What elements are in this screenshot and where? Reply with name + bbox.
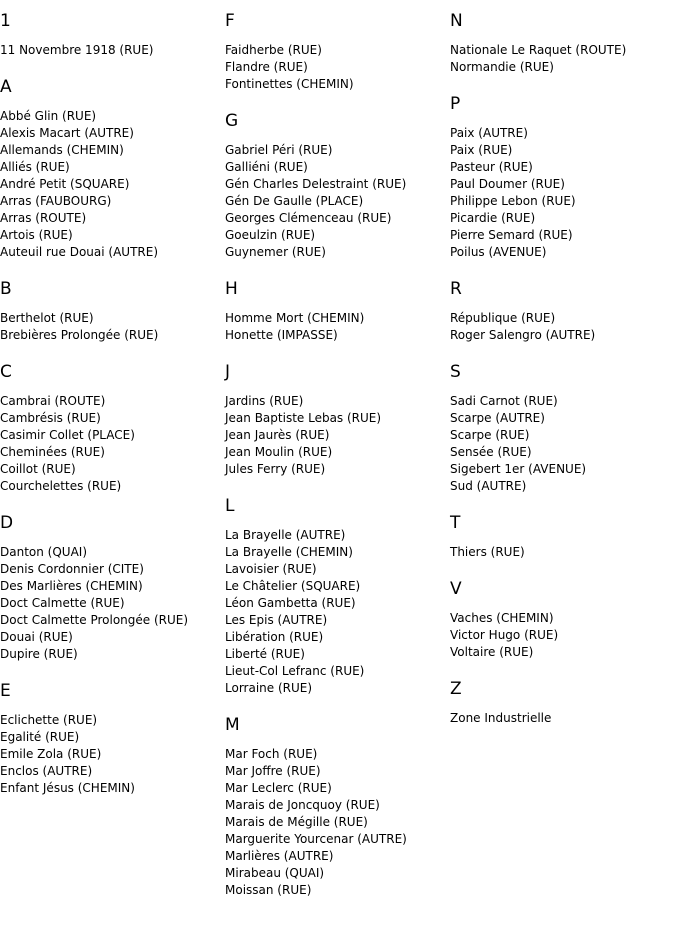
section-letter-heading: G: [225, 111, 239, 131]
street-name: Enclos (AUTRE): [0, 764, 93, 778]
street-name: Paix (AUTRE): [450, 126, 528, 140]
street-name: Brebières Prolongée (RUE): [0, 328, 159, 342]
street-name: Paul Doumer (RUE): [450, 177, 565, 191]
street-name: Marais de Mégille (RUE): [225, 815, 368, 829]
letter-section: [0, 278, 225, 344]
section-letter-heading: J: [225, 362, 231, 382]
street-name: Gén Charles Delestraint (RUE): [225, 177, 407, 191]
street-name: Auteuil rue Douai (AUTRE): [0, 245, 159, 259]
street-list: [0, 310, 225, 344]
street-name: Sud (AUTRE): [450, 479, 527, 493]
street-name: Pasteur (RUE): [450, 160, 533, 174]
letter-section: [450, 512, 675, 561]
street-list: [450, 610, 675, 661]
street-list: [225, 310, 450, 344]
street-list: [0, 544, 225, 663]
section-letter-heading: C: [0, 362, 12, 382]
letter-section: [450, 361, 675, 495]
section-letter-heading: A: [0, 77, 12, 97]
street-name: Pierre Semard (RUE): [450, 228, 573, 242]
street-name: Cheminées (RUE): [0, 445, 105, 459]
street-name: Liberté (RUE): [225, 647, 305, 661]
street-name: Dupire (RUE): [0, 647, 78, 661]
street-name: Gabriel Péri (RUE): [225, 143, 333, 157]
letter-section: [0, 10, 225, 59]
section-letter-heading: 1: [0, 11, 11, 31]
street-name: Thiers (RUE): [450, 545, 525, 559]
street-name: Lavoisier (RUE): [225, 562, 317, 576]
letter-section: [225, 10, 450, 93]
street-name: Arras (FAUBOURG): [0, 194, 112, 208]
street-name: Lieut-Col Lefranc (RUE): [225, 664, 365, 678]
street-name: Normandie (RUE): [450, 60, 554, 74]
section-letter-heading: E: [0, 681, 11, 701]
street-name: Mar Leclerc (RUE): [225, 781, 332, 795]
street-name: Jardins (RUE): [225, 394, 304, 408]
street-name: La Brayelle (CHEMIN): [225, 545, 353, 559]
letter-section: [450, 10, 675, 76]
street-name: Cambrai (ROUTE): [0, 394, 106, 408]
street-name: Mar Foch (RUE): [225, 747, 318, 761]
section-letter-heading: V: [450, 579, 462, 599]
directory-column: [450, 10, 675, 744]
letter-section: [225, 495, 450, 697]
street-name: Abbé Glin (RUE): [0, 109, 97, 123]
street-name: Paix (RUE): [450, 143, 513, 157]
street-list: [450, 710, 675, 727]
street-name: Scarpe (AUTRE): [450, 411, 545, 425]
section-letter-heading: H: [225, 279, 238, 299]
street-name: Roger Salengro (AUTRE): [450, 328, 596, 342]
street-list: [225, 527, 450, 697]
section-letter-heading: P: [450, 94, 461, 114]
street-name: Casimir Collet (PLACE): [0, 428, 135, 442]
section-letter-heading: L: [225, 496, 235, 516]
street-name: Arras (ROUTE): [0, 211, 87, 225]
street-name: Doct Calmette Prolongée (RUE): [0, 613, 189, 627]
section-letter-heading: M: [225, 715, 240, 735]
street-name: Jules Ferry (RUE): [225, 462, 326, 476]
letter-section: [225, 714, 450, 899]
street-name: Jean Baptiste Lebas (RUE): [225, 411, 382, 425]
street-name: Zone Industrielle: [450, 711, 552, 725]
street-name: Sensée (RUE): [450, 445, 532, 459]
street-name: Jean Jaurès (RUE): [225, 428, 330, 442]
section-letter-heading: N: [450, 11, 463, 31]
street-name: République (RUE): [450, 311, 556, 325]
letter-section: [225, 110, 450, 261]
street-name: Léon Gambetta (RUE): [225, 596, 356, 610]
street-name: Scarpe (RUE): [450, 428, 530, 442]
letter-section: [225, 278, 450, 344]
letter-section: [450, 93, 675, 261]
street-name: Flandre (RUE): [225, 60, 308, 74]
section-letter-heading: R: [450, 279, 462, 299]
street-list: [0, 108, 225, 261]
street-name: Voltaire (RUE): [450, 645, 534, 659]
street-list: [450, 310, 675, 344]
street-name: Enfant Jésus (CHEMIN): [0, 781, 135, 795]
street-name: Douai (RUE): [0, 630, 73, 644]
street-name: Eclichette (RUE): [0, 713, 98, 727]
street-list: [450, 544, 675, 561]
street-name: Alexis Macart (AUTRE): [0, 126, 134, 140]
letter-section: [450, 578, 675, 661]
letter-section: [0, 512, 225, 663]
street-name: Georges Clémenceau (RUE): [225, 211, 392, 225]
street-name: 11 Novembre 1918 (RUE): [0, 43, 154, 57]
street-name: La Brayelle (AUTRE): [225, 528, 346, 542]
street-name: Poilus (AVENUE): [450, 245, 547, 259]
street-list: [0, 393, 225, 495]
street-name: Danton (QUAI): [0, 545, 88, 559]
street-name: Marlières (AUTRE): [225, 849, 334, 863]
street-name: Philippe Lebon (RUE): [450, 194, 576, 208]
directory-column: [225, 10, 450, 916]
street-name: Vaches (CHEMIN): [450, 611, 554, 625]
street-name: Gén De Gaulle (PLACE): [225, 194, 364, 208]
street-list: [450, 42, 675, 76]
letter-section: [225, 361, 450, 478]
street-name: Doct Calmette (RUE): [0, 596, 125, 610]
street-name: Coillot (RUE): [0, 462, 76, 476]
section-letter-heading: B: [0, 279, 12, 299]
street-list: [225, 746, 450, 899]
street-name: Allemands (CHEMIN): [0, 143, 124, 157]
street-name: André Petit (SQUARE): [0, 177, 130, 191]
street-name: Picardie (RUE): [450, 211, 536, 225]
letter-section: [0, 680, 225, 797]
street-list: [225, 42, 450, 93]
section-letter-heading: Z: [450, 679, 462, 699]
street-name: Sadi Carnot (RUE): [450, 394, 558, 408]
street-name: Galliéni (RUE): [225, 160, 308, 174]
street-list: [450, 393, 675, 495]
street-name: Honette (IMPASSE): [225, 328, 338, 342]
street-name: Les Epis (AUTRE): [225, 613, 328, 627]
street-name: Nationale Le Raquet (ROUTE): [450, 43, 627, 57]
street-name: Denis Cordonnier (CITE): [0, 562, 144, 576]
section-letter-heading: S: [450, 362, 461, 382]
street-name: Goeulzin (RUE): [225, 228, 316, 242]
street-list: [0, 712, 225, 797]
street-name: Mirabeau (QUAI): [225, 866, 325, 880]
street-name: Mar Joffre (RUE): [225, 764, 321, 778]
letter-section: [0, 76, 225, 261]
street-name: Libération (RUE): [225, 630, 324, 644]
street-name: Alliés (RUE): [0, 160, 70, 174]
section-letter-heading: T: [450, 513, 461, 533]
street-list: [225, 393, 450, 478]
street-name: Emile Zola (RUE): [0, 747, 102, 761]
street-name: Moissan (RUE): [225, 883, 312, 897]
street-name: Victor Hugo (RUE): [450, 628, 559, 642]
street-name: Courchelettes (RUE): [0, 479, 122, 493]
street-name: Cambrésis (RUE): [0, 411, 101, 425]
street-name: Homme Mort (CHEMIN): [225, 311, 365, 325]
directory-column: [0, 10, 225, 814]
street-name: Des Marlières (CHEMIN): [0, 579, 143, 593]
street-name: Faidherbe (RUE): [225, 43, 322, 57]
street-name: Marais de Joncquoy (RUE): [225, 798, 380, 812]
street-name: Jean Moulin (RUE): [225, 445, 333, 459]
letter-section: [0, 361, 225, 495]
street-name: Guynemer (RUE): [225, 245, 326, 259]
street-list: [450, 125, 675, 261]
street-name: Artois (RUE): [0, 228, 73, 242]
street-name: Berthelot (RUE): [0, 311, 94, 325]
street-name: Sigebert 1er (AVENUE): [450, 462, 587, 476]
street-list: [225, 142, 450, 261]
street-name: Lorraine (RUE): [225, 681, 313, 695]
street-name: Marguerite Yourcenar (AUTRE): [225, 832, 407, 846]
letter-section: [450, 278, 675, 344]
section-letter-heading: D: [0, 513, 14, 533]
street-name: Le Châtelier (SQUARE): [225, 579, 361, 593]
street-name: Egalité (RUE): [0, 730, 80, 744]
street-name: Fontinettes (CHEMIN): [225, 77, 354, 91]
section-letter-heading: F: [225, 11, 235, 31]
letter-section: [450, 678, 675, 727]
street-list: [0, 42, 225, 59]
